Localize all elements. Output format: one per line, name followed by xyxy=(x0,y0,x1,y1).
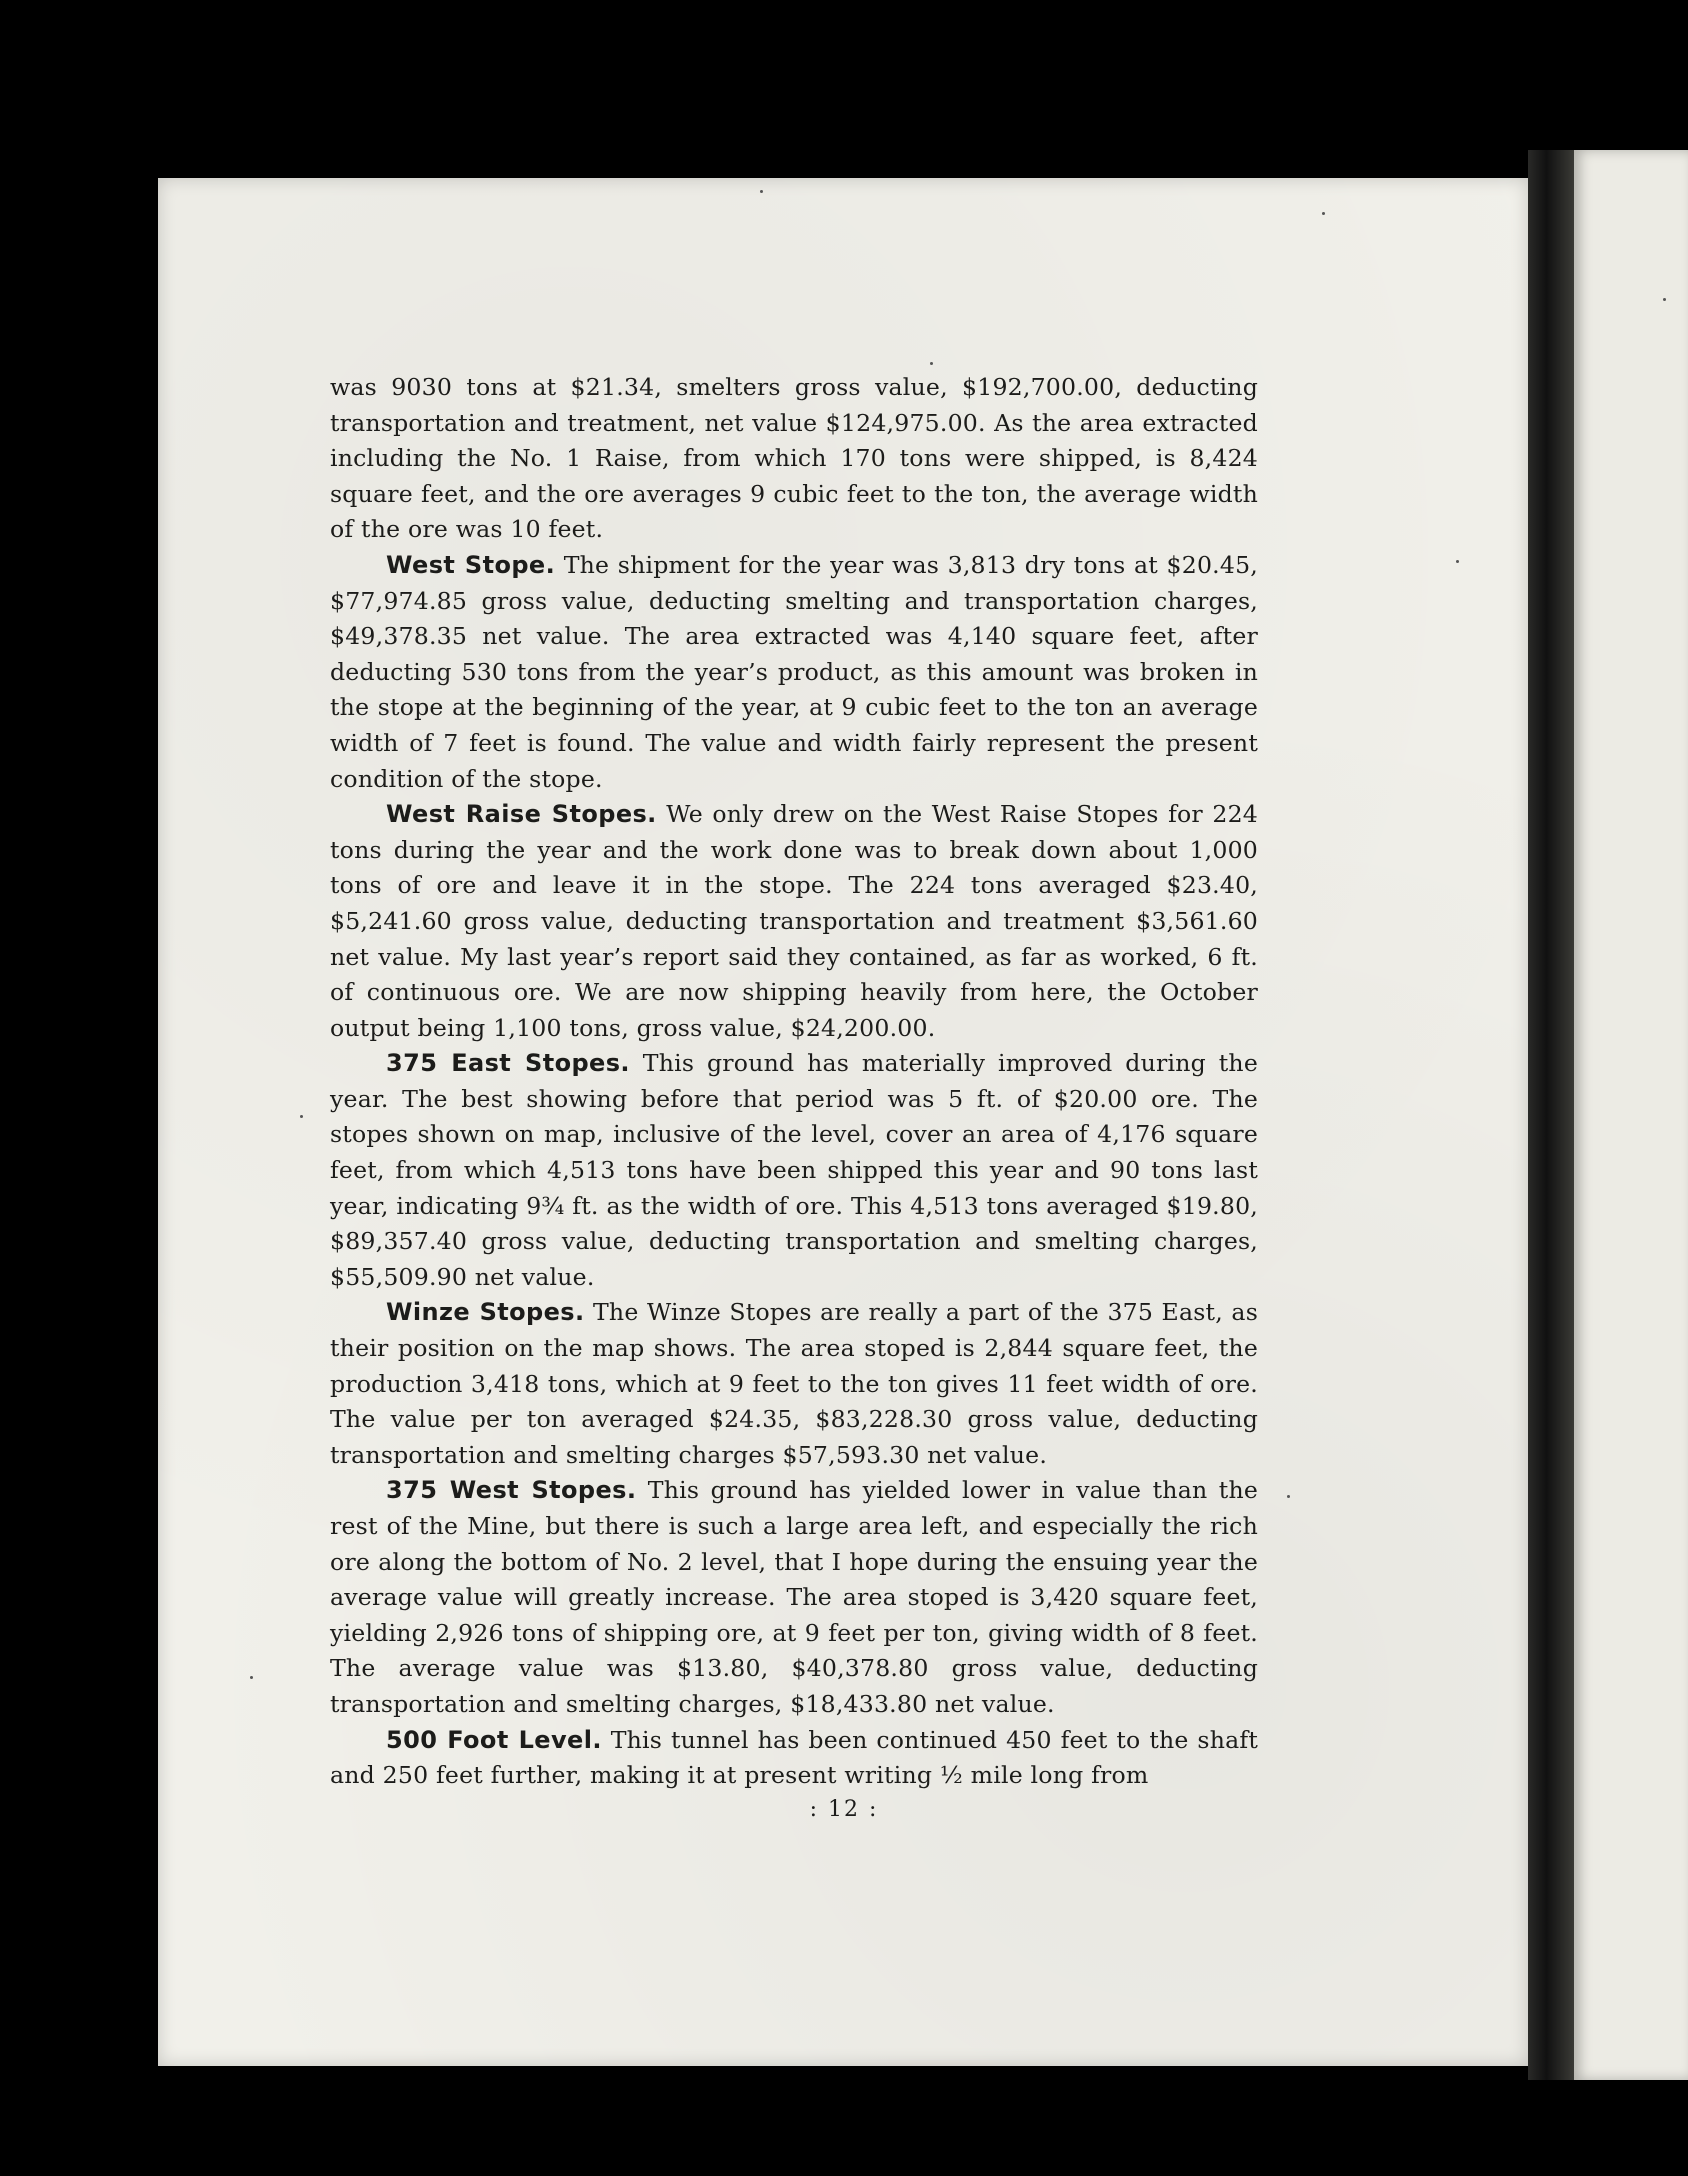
page-number: : 12 : xyxy=(809,1797,879,1822)
paragraph-text: The shipment for the year was 3,813 dry tons at $20.45, $77,974.85 gross value, deducting smelting and transportation charges, $49,378.35 net value. The area extracted was 4,140 square feet, after deducting 530 tons from the year’s product, as this amount was broken in the stope at the beginning of the year, at 9 cubic feet to the ton an average width of 7 feet is found. The value and width fairly represent the present condition of the stope. xyxy=(330,550,1258,793)
body-text xyxy=(330,370,1258,1794)
paragraph-text: This ground has yielded lower in value than the rest of the Mine, but there is such a large area left, and especially the rich ore along the bottom of No. 2 level, that I hope during the ensuing year the average value will greatly increase. The area stoped is 3,420 square feet, yielding 2,926 tons of shipping ore, at 9 feet per ton, giving width of 8 feet. The average value was $13.80, $40,378.80 gross value, deducting transportation and smelting charges, $18,433.80 net value. xyxy=(330,1476,1258,1718)
paragraph-west-stope xyxy=(330,548,1258,797)
paragraph-continuation xyxy=(330,370,1258,548)
book-spine xyxy=(1528,150,1574,2080)
paragraph-heading: Winze Stopes. xyxy=(386,1298,585,1327)
paragraph-winze-stopes xyxy=(330,1295,1258,1473)
scan-speck xyxy=(1456,560,1459,563)
paragraph-text: The Winze Stopes are really a part of the 375 East, as their position on the map shows. The area stoped is 2,844 square feet, the production 3,418 tons, which at 9 feet to the ton gives 11 feet width of ore. The value per ton averaged $24.35, $83,228.30 gross value, deducting transportation and smelting charges $57,593.30 net value. xyxy=(330,1298,1258,1469)
scan-speck xyxy=(1322,212,1325,215)
paragraph-375-east-stopes xyxy=(330,1046,1258,1295)
paragraph-500-foot-level xyxy=(330,1723,1258,1794)
scan-speck xyxy=(250,1676,253,1679)
paragraph-text: was 9030 tons at $21.34, smelters gross value, $192,700.00, deducting transportation and treatment, net value $124,975.00. As the area extracted including the No. 1 Raise, from which 170 tons were shipped, is 8,424 square feet, and the ore averages 9 cubic feet to the ton, the average width of the ore was 10 feet. xyxy=(330,373,1258,544)
scan-speck xyxy=(1287,1495,1290,1498)
scan-speck xyxy=(760,190,763,193)
paragraph-text: We only drew on the West Raise Stopes for 224 tons during the year and the work done was to break down about 1,000 tons of ore and leave it in the stope. The 224 tons averaged $23.40, $5,241.60 gross value, deducting transportation and treatment $3,561.60 net value. My last year’s report said they contained, as far as worked, 6 ft. of continuous ore. We are now shipping heavily from here, the October output being 1,100 tons, gross value, $24,200.00. xyxy=(330,800,1258,1042)
paragraph-west-raise-stopes xyxy=(330,797,1258,1046)
paragraph-heading: 375 East Stopes. xyxy=(386,1049,630,1078)
scan-speck xyxy=(1663,298,1666,301)
scan-speck xyxy=(300,1115,303,1118)
paragraph-heading: West Stope. xyxy=(386,550,556,579)
paragraph-text: This tunnel has been continued 450 feet to the shaft and 250 feet further, making it at present writing ½ mile long from xyxy=(330,1725,1259,1790)
paragraph-heading: 500 Foot Level. xyxy=(386,1725,602,1754)
paragraph-375-west-stopes xyxy=(330,1473,1258,1722)
paragraph-text: This ground has materially improved during the year. The best showing before that period was 5 ft. of $20.00 ore. The stopes shown on map, inclusive of the level, cover an area of 4,176 square feet, from which 4,513 tons have been shipped this year and 90 tons last year, indicating 9¾ ft. as the width of ore. This 4,513 tons averaged $19.80, $89,357.40 gross value, deducting transportation and smelting charges, $55,509.90 net value. xyxy=(330,1049,1258,1291)
facing-page-edge xyxy=(1574,150,1688,2080)
scan-speck xyxy=(930,362,933,365)
paragraph-heading: 375 West Stopes. xyxy=(386,1476,637,1505)
paragraph-heading: West Raise Stopes. xyxy=(386,800,657,829)
